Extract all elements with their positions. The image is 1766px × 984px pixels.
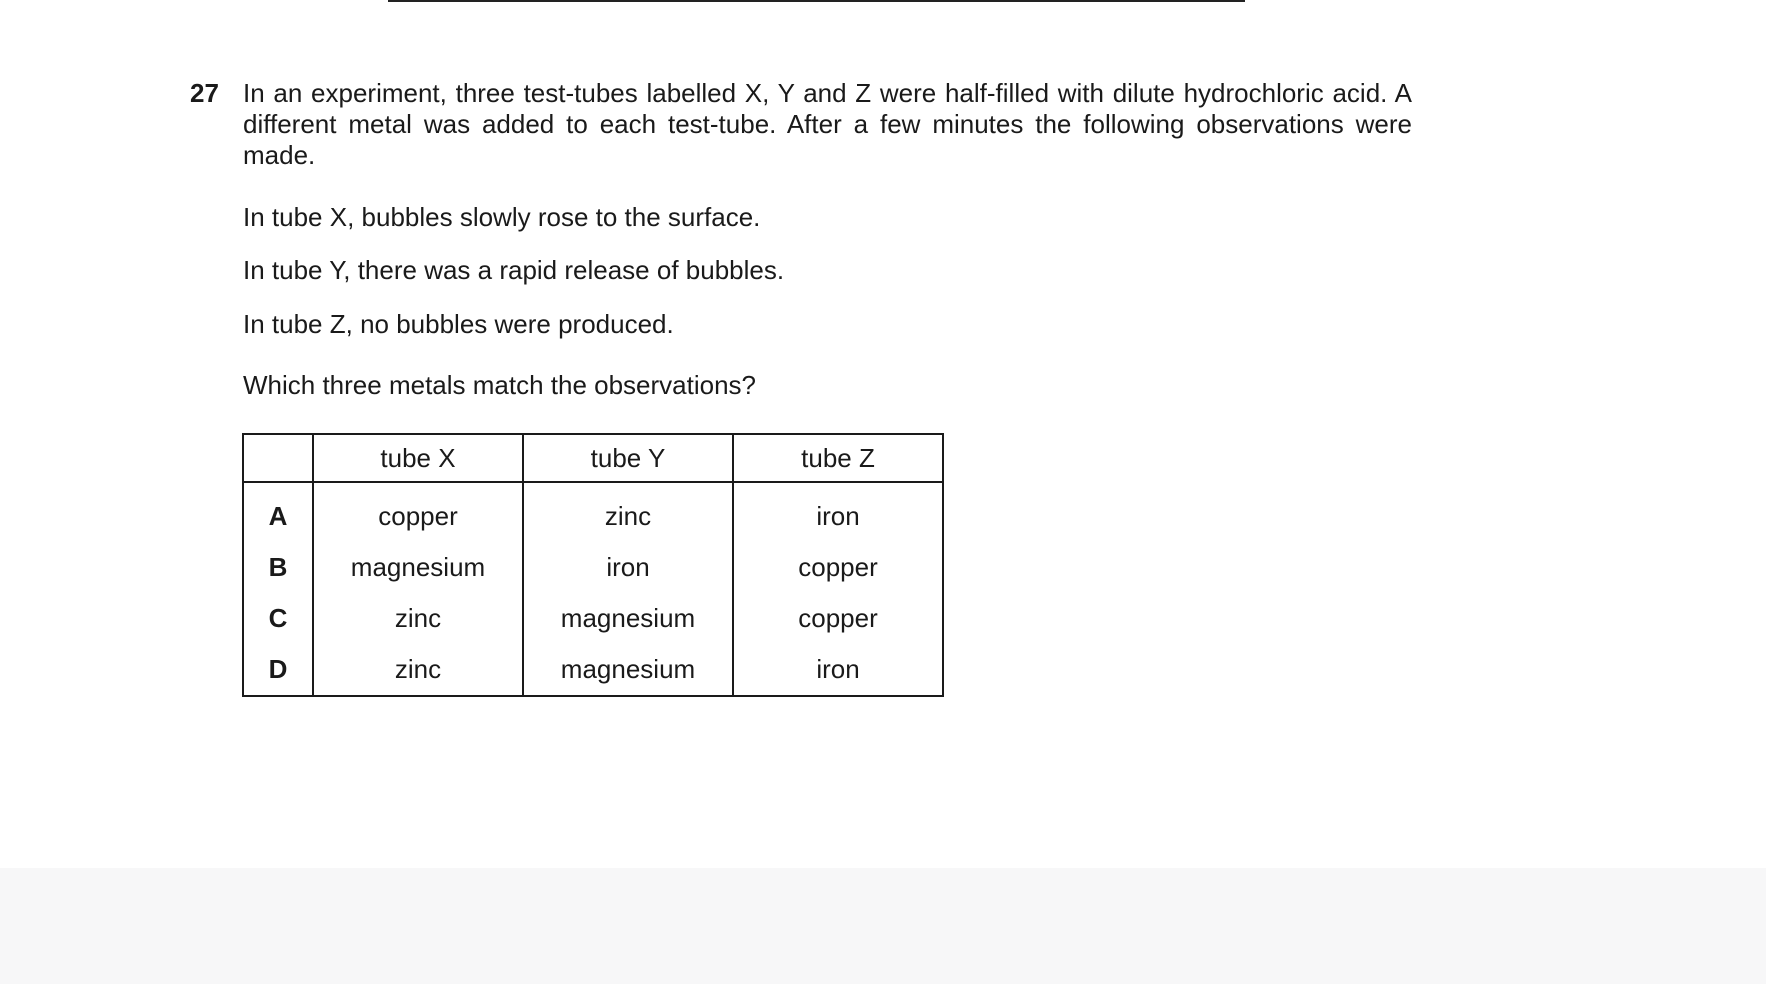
cell-tube-x: zinc xyxy=(313,644,523,696)
option-label: C xyxy=(243,593,313,644)
table-row[interactable] xyxy=(243,482,943,542)
option-label: A xyxy=(243,482,313,542)
cell-tube-y: magnesium xyxy=(523,644,733,696)
option-label: B xyxy=(243,542,313,593)
cell-tube-y: iron xyxy=(523,542,733,593)
question-number: 27 xyxy=(190,78,219,108)
cell-tube-y: zinc xyxy=(523,482,733,542)
cell-tube-y: magnesium xyxy=(523,593,733,644)
option-label: D xyxy=(243,644,313,696)
table-row[interactable] xyxy=(243,593,943,644)
cell-tube-x: zinc xyxy=(313,593,523,644)
header-tube-x: tube X xyxy=(313,434,523,482)
header-tube-z: tube Z xyxy=(733,434,943,482)
table-header-row xyxy=(243,434,943,482)
cell-tube-z: iron xyxy=(733,482,943,542)
observation-tube-x: In tube X, bubbles slowly rose to the surface. xyxy=(243,202,761,232)
header-tube-y: tube Y xyxy=(523,434,733,482)
question-stem: In an experiment, three test-tubes labelled X, Y and Z were half-filled with dilute hydrochloric acid. A different metal was added to each test-tube. After a few minutes the following observations were made. xyxy=(243,78,1412,170)
cell-tube-x: copper xyxy=(313,482,523,542)
cell-tube-z: copper xyxy=(733,593,943,644)
cell-tube-x: magnesium xyxy=(313,542,523,593)
cell-tube-z: copper xyxy=(733,542,943,593)
observation-tube-y: In tube Y, there was a rapid release of bubbles. xyxy=(243,255,785,285)
observation-tube-z: In tube Z, no bubbles were produced. xyxy=(243,309,674,339)
table-row[interactable] xyxy=(243,542,943,593)
cell-tube-z: iron xyxy=(733,644,943,696)
page-bottom-margin xyxy=(0,868,1766,984)
question-prompt: Which three metals match the observations? xyxy=(243,370,757,400)
header-blank xyxy=(243,434,313,482)
top-rule xyxy=(388,0,1245,2)
answer-options-table xyxy=(242,433,944,697)
table-row[interactable] xyxy=(243,644,943,696)
